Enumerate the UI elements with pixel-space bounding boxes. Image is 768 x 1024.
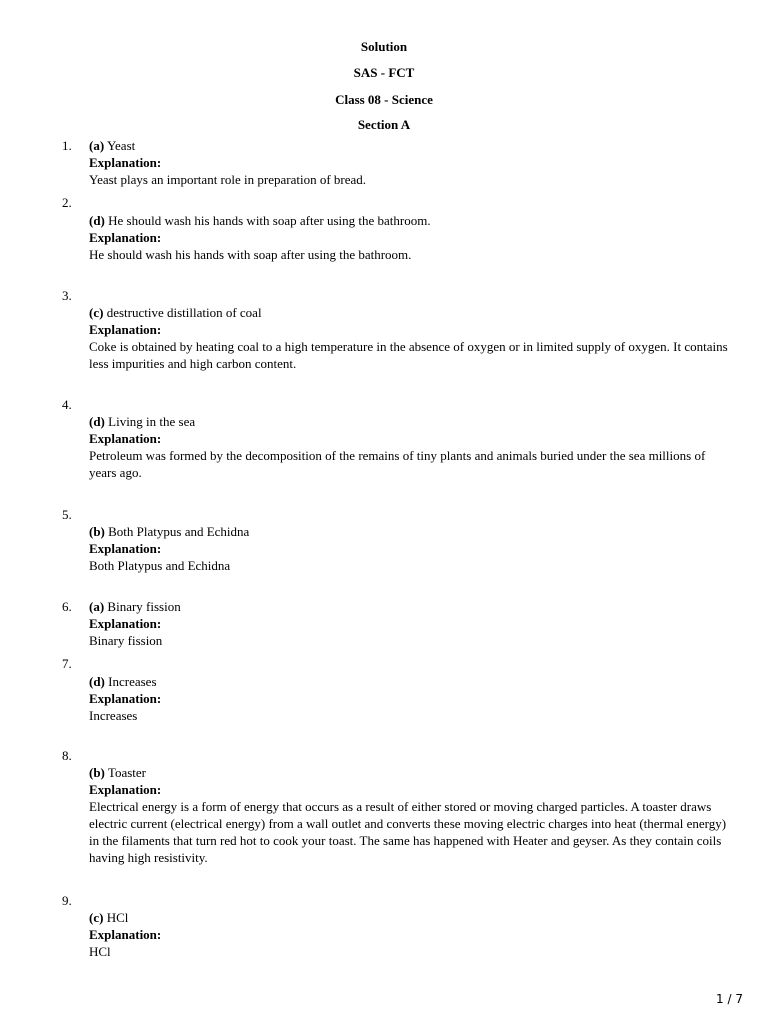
answer-line [89, 212, 734, 229]
explanation-text: Petroleum was formed by the decomposition of the remains of tiny plants and animals buried under the sea millions of years ago. [89, 448, 706, 480]
question-number: 5. [62, 507, 72, 522]
explanation-text: Binary fission [89, 633, 163, 648]
answer-option: (d) [89, 414, 105, 429]
explanation-label: Explanation: [89, 230, 162, 245]
answer-text: HCl [106, 910, 129, 925]
question-number: 6. [62, 599, 72, 614]
document-subtitle: SAS - FCT [353, 65, 415, 80]
explanation-text: Coke is obtained by heating coal to a high temperature in the absence of oxygen or in limited supply of oxygen. It contains less impurities and high carbon content. [89, 339, 728, 371]
question-number: 7. [62, 656, 72, 671]
answer-text: Yeast [106, 138, 136, 153]
explanation-label: Explanation: [89, 927, 162, 942]
question-number: 4. [62, 397, 72, 412]
explanation-text: HCl [89, 944, 111, 959]
page-number: 1 / 7 [716, 992, 743, 1006]
explanation-label: Explanation: [89, 155, 162, 170]
answer-option: (b) [89, 765, 105, 780]
answer-text: destructive distillation of coal [106, 305, 262, 320]
explanation-label: Explanation: [89, 541, 162, 556]
answer-option: (d) [89, 213, 105, 228]
explanation-text: Yeast plays an important role in preparation of bread. [89, 172, 367, 187]
question-number: 1. [62, 138, 72, 153]
explanation-label: Explanation: [89, 322, 162, 337]
explanation-text: Increases [89, 708, 138, 723]
explanation-label: Explanation: [89, 782, 162, 797]
explanation-label: Explanation: [89, 616, 162, 631]
section-heading: Section A [357, 117, 411, 132]
answer-text: Toaster [107, 765, 146, 780]
answer-option: (b) [89, 524, 105, 539]
answer-line [89, 413, 734, 430]
answer-option: (c) [89, 305, 104, 320]
explanation-text: Both Platypus and Echidna [89, 558, 231, 573]
question-number: 8. [62, 748, 72, 763]
answer-text: He should wash his hands with soap after using the bathroom. [108, 213, 431, 228]
answer-text: Increases [108, 674, 157, 689]
explanation-text: He should wash his hands with soap after using the bathroom. [89, 247, 412, 262]
answer-option: (c) [89, 910, 104, 925]
class-heading: Class 08 - Science [335, 92, 433, 107]
explanation-label: Explanation: [89, 431, 162, 446]
answer-line [89, 673, 734, 690]
answer-text: Both Platypus and Echidna [108, 524, 250, 539]
answer-line [89, 764, 734, 781]
question-number: 2. [62, 195, 72, 210]
answer-line [89, 598, 734, 615]
explanation-label: Explanation: [89, 691, 162, 706]
question-number: 9. [62, 893, 72, 908]
question-number: 3. [62, 288, 72, 303]
answer-line [89, 909, 734, 926]
answer-text: Living in the sea [108, 414, 196, 429]
explanation-text: Electrical energy is a form of energy that occurs as a result of either stored or moving charged particles. A toaster draws electric current (electrical energy) from a wall outlet and converts these moving electric charges into heat (thermal energy) in the filaments that turn red hot to cook your toast. The same has happened with Heater and geyser. As they contain coils having high resistivity. [89, 799, 727, 865]
answer-text: Binary fission [107, 599, 181, 614]
answer-line [89, 137, 734, 154]
answer-option: (a) [89, 599, 105, 614]
document-title: Solution [360, 39, 408, 54]
answer-line [89, 304, 734, 321]
answer-option: (a) [89, 138, 105, 153]
answer-line [89, 523, 734, 540]
answer-option: (d) [89, 674, 105, 689]
